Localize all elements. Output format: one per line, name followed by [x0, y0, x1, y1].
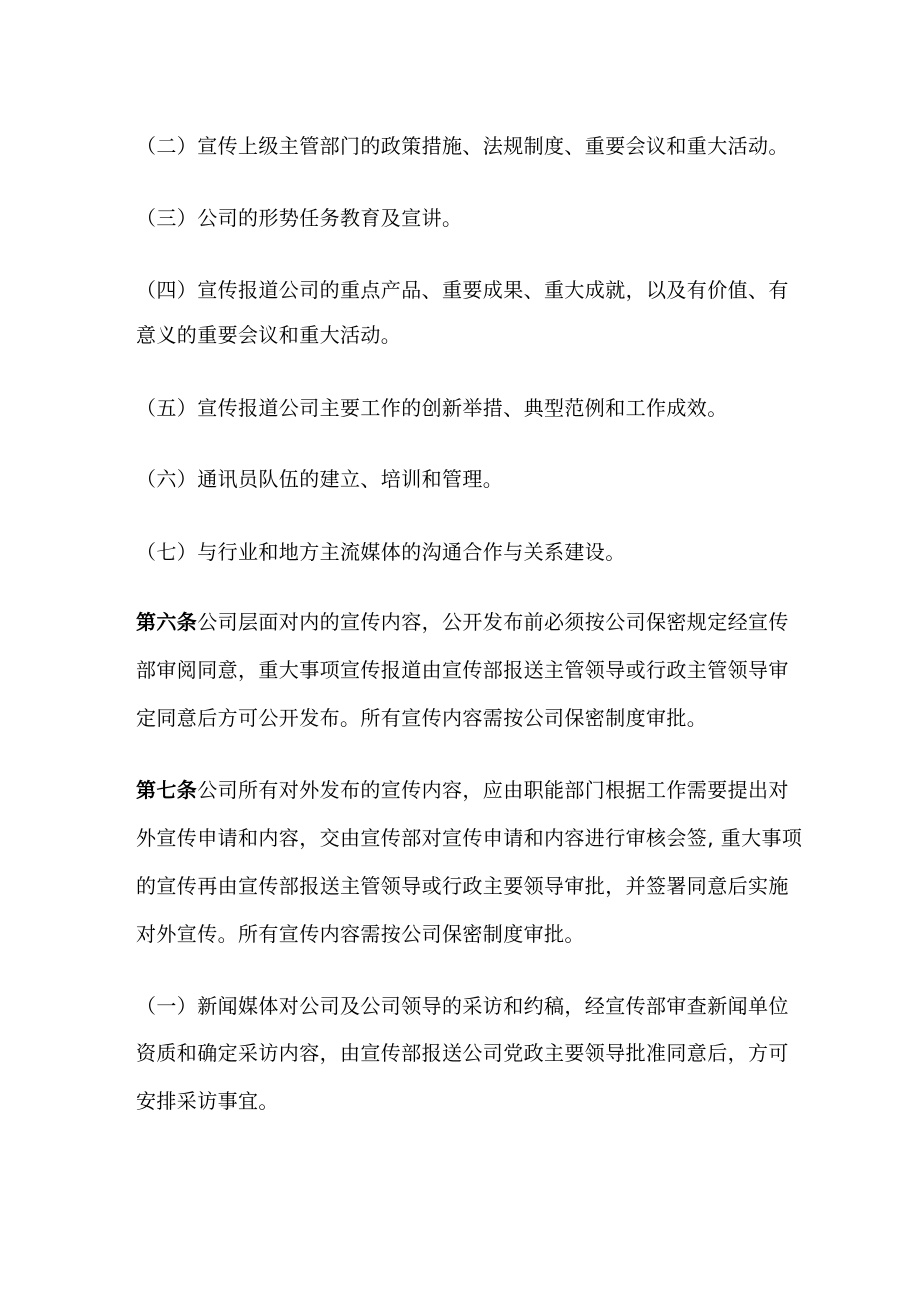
article-6-line-2: 部审阅同意，重大事项宣传报道由宣传部报送主管领导或行政主管领导审	[136, 658, 789, 682]
article-7-line-2: 外宣传申请和内容，交由宣传部对宣传申请和内容进行审核会签, 重大事项	[136, 826, 803, 850]
sub-item-1-line-1: （一）新闻媒体对公司及公司领导的采访和约稿，经宣传部审查新闻单位	[136, 994, 789, 1018]
paragraph-item-2: （二）宣传上级主管部门的政策措施、法规制度、重要会议和重大活动。	[136, 134, 789, 158]
paragraph-item-4-line-2: 意义的重要会议和重大活动。	[136, 323, 402, 347]
sub-item-1-line-3: 安排采访事宜。	[136, 1089, 279, 1113]
paragraph-item-3: （三）公司的形势任务教育及宣讲。	[136, 206, 463, 230]
article-7-line-1	[136, 778, 789, 802]
article-6-line-1	[136, 610, 789, 634]
paragraph-item-4-line-1: （四）宣传报道公司的重点产品、重要成果、重大成就，以及有价值、有	[136, 278, 789, 302]
article-6-text: 公司层面对内的宣传内容，公开发布前必须按公司保密规定经宣传	[197, 610, 789, 634]
article-6-line-3: 定同意后方可公开发布。所有宣传内容需按公司保密制度审批。	[136, 706, 708, 730]
paragraph-item-5: （五）宣传报道公司主要工作的创新举措、典型范例和工作成效。	[136, 396, 728, 420]
article-7-text: 公司所有对外发布的宣传内容，应由职能部门根据工作需要提出对	[197, 778, 789, 802]
paragraph-item-7: （七）与行业和地方主流媒体的沟通合作与关系建设。	[136, 540, 626, 564]
sub-item-1-line-2: 资质和确定采访内容，由宣传部报送公司党政主要领导批准同意后，方可	[136, 1041, 789, 1065]
article-7-line-3: 的宣传再由宣传部报送主管领导或行政主要领导审批，并签署同意后实施	[136, 874, 789, 898]
article-7-label: 第七条	[136, 778, 198, 802]
article-6-label: 第六条	[136, 610, 198, 634]
article-7-line-4: 对外宣传。所有宣传内容需按公司保密制度审批。	[136, 922, 585, 946]
paragraph-item-6: （六）通讯员队伍的建立、培训和管理。	[136, 467, 504, 491]
